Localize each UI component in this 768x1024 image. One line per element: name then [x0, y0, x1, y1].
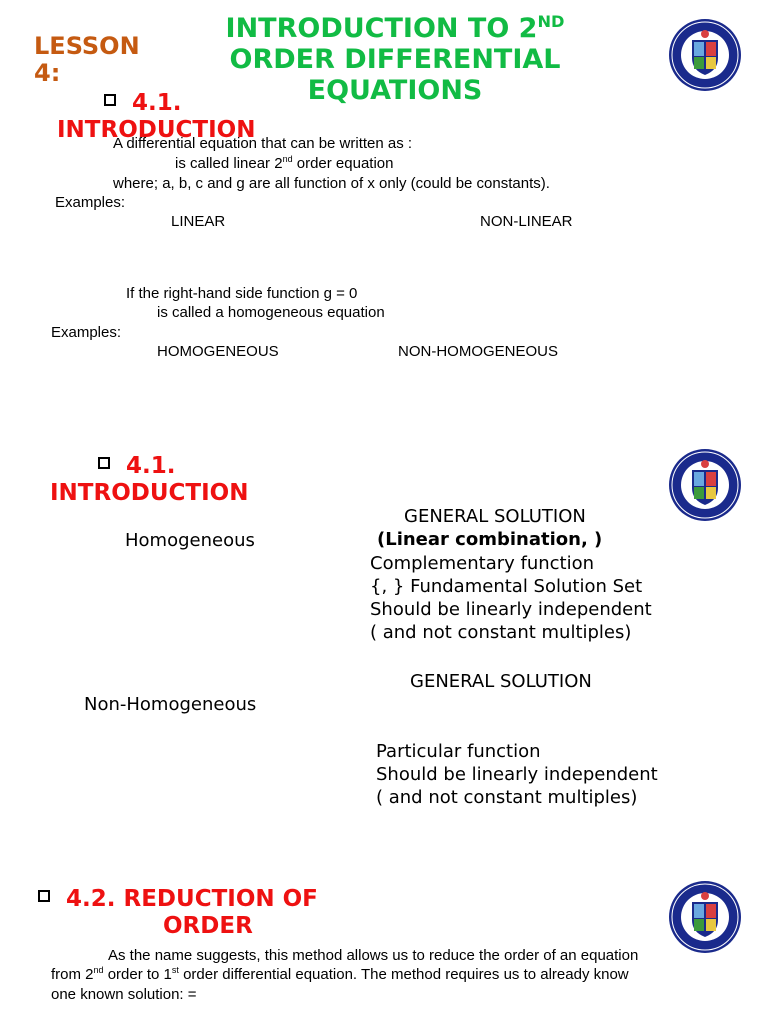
section-title-3-line-1: 4.2. REDUCTION OF — [66, 886, 318, 912]
section-number-2: 4.1. — [126, 453, 176, 479]
intro-line-2-b: order equation — [292, 155, 394, 172]
intro-line-2 — [175, 154, 393, 173]
non-linear-label: NON-LINEAR — [480, 213, 573, 230]
homogeneous-label: HOMOGENEOUS — [157, 343, 279, 360]
reduction-line-2-a: from 2 — [51, 966, 94, 983]
title-line-1: INTRODUCTION TO 2 — [225, 13, 538, 44]
homogeneous-case-label: Homogeneous — [125, 530, 255, 551]
section-heading-2 — [98, 453, 176, 480]
homogeneous-condition: If the right-hand side function g = 0 — [126, 285, 358, 302]
reduction-line-1: As the name suggests, this method allows us to reduce the order of an equation — [108, 947, 639, 964]
university-seal-icon — [668, 880, 742, 954]
title-superscript: ND — [537, 12, 565, 31]
non-homogeneous-label: NON-HOMOGENEOUS — [398, 343, 559, 360]
lesson-title — [185, 13, 605, 106]
intro-line-3: where; a, b, c and g are all function of x only (could be constants). — [113, 175, 550, 192]
linearly-independent-2: Should be linearly independent — [376, 764, 658, 785]
reduction-line-2-sup2: st — [171, 965, 179, 975]
section-number: 4.1. — [132, 90, 182, 116]
section-heading-3 — [38, 886, 318, 913]
reduction-line-2 — [51, 965, 691, 984]
linear-label: LINEAR — [171, 213, 226, 230]
general-solution-heading-2: GENERAL SOLUTION — [410, 671, 592, 692]
checkbox-bullet-icon — [98, 457, 110, 469]
complementary-function: Complementary function — [370, 553, 595, 574]
reduction-line-2-c: order differential equation. The method requires us to already know — [178, 966, 629, 983]
section-heading — [104, 90, 182, 116]
intro-line-2-a: is called linear 2 — [175, 155, 283, 172]
university-seal-icon — [668, 18, 742, 92]
particular-function: Particular function — [376, 741, 541, 762]
university-seal-icon — [668, 448, 742, 522]
homogeneous-definition: is called a homogeneous equation — [157, 304, 385, 321]
title-line-3: EQUATIONS — [307, 75, 483, 106]
section-title: INTRODUCTION — [57, 117, 256, 143]
non-homogeneous-case-label: Non-Homogeneous — [84, 694, 257, 715]
general-solution-heading-1: GENERAL SOLUTION — [404, 506, 586, 527]
examples-label-2: Examples: — [51, 324, 122, 341]
checkbox-bullet-icon — [104, 94, 116, 106]
examples-label-1: Examples: — [55, 194, 126, 211]
reduction-line-2-b: order to 1 — [103, 966, 172, 983]
linearly-independent-1: Should be linearly independent — [370, 599, 652, 620]
lesson-label: LESSON 4: — [34, 32, 140, 87]
fundamental-solution-set: {, } Fundamental Solution Set — [370, 576, 643, 597]
reduction-line-2-sup1: nd — [93, 965, 104, 975]
title-line-2: ORDER DIFFERENTIAL — [229, 44, 561, 75]
not-constant-multiples-1: ( and not constant multiples) — [370, 622, 632, 643]
section-title-3-line-2: ORDER — [163, 913, 253, 939]
intro-line-2-sup: nd — [282, 154, 293, 164]
checkbox-bullet-icon — [38, 890, 50, 902]
not-constant-multiples-2: ( and not constant multiples) — [376, 787, 638, 808]
linear-combination: (Linear combination, ) — [377, 529, 603, 550]
section-title-2: INTRODUCTION — [50, 480, 249, 506]
intro-line-1: A differential equation that can be written as : — [113, 135, 413, 152]
reduction-line-3: one known solution: = — [51, 986, 197, 1003]
